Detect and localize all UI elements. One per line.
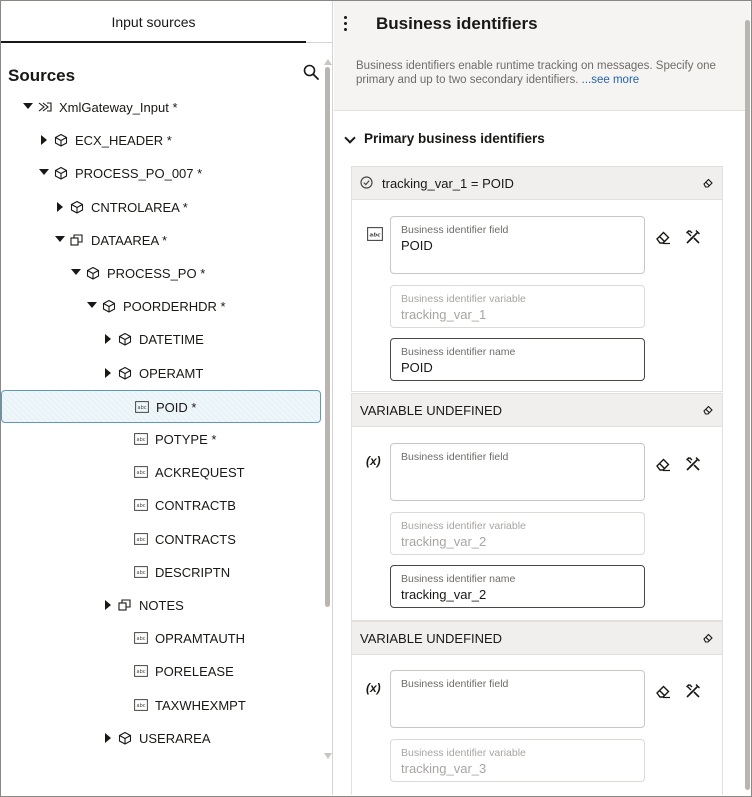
group-icon (118, 598, 132, 612)
tree-item-label: CONTRACTS (155, 531, 236, 547)
clear-icon[interactable] (702, 404, 714, 416)
tree-item[interactable] (1, 323, 321, 356)
tree-item-label: DATETIME (139, 332, 204, 348)
variable-value: tracking_var_2 (401, 534, 487, 549)
text-field-icon (135, 400, 149, 414)
panel-scrollbar[interactable] (745, 20, 750, 790)
tree-item[interactable] (1, 456, 321, 489)
identifier-card-2 (351, 393, 723, 621)
identifier-card-3 (351, 621, 723, 795)
text-field-icon (134, 432, 148, 446)
svg-text:abc: abc (136, 569, 146, 576)
card-header[interactable] (352, 394, 722, 427)
card-header-text: VARIABLE UNDEFINED (360, 631, 503, 646)
clear-icon[interactable] (702, 177, 714, 189)
variable-label: Business identifier variable (401, 293, 526, 305)
variable-label: Business identifier variable (401, 520, 526, 532)
variable-value: tracking_var_1 (401, 307, 487, 322)
tab-input-sources[interactable]: Input sources (1, 1, 306, 43)
tab-bar (1, 1, 333, 43)
name-label: Business identifier name (401, 346, 516, 358)
tree-item[interactable] (1, 191, 321, 224)
field-label: Business identifier field (401, 678, 509, 690)
tree-item[interactable] (1, 556, 321, 589)
tree-item-label: USERAREA (139, 730, 211, 746)
business-identifier-field[interactable] (390, 216, 645, 274)
description (356, 59, 716, 87)
tree-item-label: ECX_HEADER * (75, 133, 172, 149)
eraser-icon[interactable] (655, 229, 671, 245)
business-identifier-variable (390, 285, 645, 328)
tree-item[interactable] (1, 489, 321, 522)
svg-text:abc: abc (136, 636, 146, 643)
more-options-icon[interactable] (344, 16, 348, 32)
tree-item-label: TAXWHEXMPT (155, 697, 246, 713)
variable-value: tracking_var_3 (401, 761, 487, 776)
text-field-icon (134, 664, 148, 678)
tree-item-label: OPRAMTAUTH (155, 631, 246, 647)
text-field-icon (134, 631, 148, 645)
field-label: Business identifier field (401, 224, 509, 236)
tree-item-label: POORDERHDR * (123, 299, 226, 315)
field-value: POID (401, 238, 433, 253)
page-title: Business identifiers (376, 14, 538, 33)
object-icon (54, 133, 68, 147)
tree-item[interactable] (1, 689, 321, 722)
text-field-icon (367, 227, 383, 241)
tree-item-label: PORELEASE (155, 664, 234, 680)
identifier-card-1 (351, 166, 723, 392)
tree-item[interactable] (1, 589, 321, 622)
tree-item[interactable] (1, 124, 321, 157)
card-header[interactable] (352, 622, 722, 655)
name-label: Business identifier name (401, 573, 516, 585)
expanded-arrow-icon[interactable] (39, 169, 49, 175)
tree-item-label: POID * (156, 399, 197, 415)
text-field-icon (134, 698, 148, 712)
business-identifier-variable (390, 739, 645, 782)
text-field-icon (134, 532, 148, 546)
group-icon (70, 233, 84, 247)
tree-item-label: ACKREQUEST (155, 465, 245, 481)
svg-text:abc: abc (137, 404, 147, 411)
object-icon (54, 166, 68, 180)
expanded-arrow-icon[interactable] (87, 302, 97, 308)
svg-text:abc: abc (136, 503, 146, 510)
eraser-icon[interactable] (655, 683, 671, 699)
tree-item[interactable] (1, 523, 321, 556)
svg-text:abc: abc (136, 702, 146, 709)
card-header-text: VARIABLE UNDEFINED (360, 403, 503, 418)
tree-item-label: OPERAMT (139, 365, 204, 381)
collapsed-arrow-icon[interactable] (105, 600, 111, 610)
collapsed-arrow-icon[interactable] (105, 733, 111, 743)
tree-item[interactable] (1, 357, 321, 390)
object-icon (102, 299, 116, 313)
tools-icon[interactable] (685, 683, 701, 699)
scroll-down-arrow[interactable] (324, 753, 332, 759)
object-icon (118, 366, 132, 380)
tree-item[interactable] (1, 224, 321, 257)
expanded-arrow-icon[interactable] (55, 236, 65, 242)
collapsed-arrow-icon[interactable] (105, 368, 111, 378)
collapsed-arrow-icon[interactable] (57, 202, 63, 212)
object-icon (118, 332, 132, 346)
tree-item-label: XmlGateway_Input * (59, 100, 178, 115)
tree-item-label: DESCRIPTN (155, 564, 231, 580)
tree-item-label: NOTES (139, 598, 184, 613)
tools-icon[interactable] (685, 229, 701, 245)
tree-item-label: DATAAREA * (91, 232, 168, 248)
section-title[interactable]: Primary business identifiers (364, 131, 545, 146)
description-text: Business identifiers enable runtime tracking on messages. Specify one primary and up to two secondary identifiers. (356, 60, 716, 86)
tree-item[interactable] (1, 91, 321, 124)
tree-item[interactable] (1, 157, 321, 190)
object-icon (118, 731, 132, 745)
name-value: tracking_var_2 (401, 587, 487, 602)
object-icon (86, 266, 100, 280)
business-identifier-field[interactable] (390, 670, 645, 728)
business-identifier-name[interactable] (390, 338, 645, 381)
panel-header (334, 1, 750, 111)
variable-label: Business identifier variable (401, 747, 526, 759)
tools-icon[interactable] (685, 456, 701, 472)
eraser-icon[interactable] (655, 456, 671, 472)
check-circle-icon (360, 176, 373, 189)
field-label: Business identifier field (401, 451, 509, 463)
tree-item[interactable] (1, 622, 321, 655)
name-value: POID (401, 360, 433, 375)
scroll-thumb[interactable] (325, 67, 330, 607)
tree-scrollbar[interactable] (323, 45, 333, 765)
tree-item[interactable] (1, 290, 321, 323)
sources-title: Sources (8, 66, 76, 85)
card-header-text: tracking_var_1 = POID (382, 176, 514, 191)
business-identifier-variable (390, 512, 645, 555)
scroll-up-arrow[interactable] (324, 59, 332, 65)
tree-item-label: PROCESS_PO_007 * (75, 166, 203, 182)
tree-item-label: PROCESS_PO * (107, 266, 206, 281)
business-identifiers-panel (334, 1, 750, 795)
svg-text:abc: abc (136, 437, 146, 443)
svg-text:abc: abc (369, 232, 381, 239)
tree-item[interactable] (1, 722, 321, 755)
card-header[interactable] (352, 167, 722, 200)
see-more-link[interactable]: ...see more (581, 74, 640, 86)
tree-item[interactable] (1, 655, 321, 688)
variable-icon: (x) (366, 454, 381, 468)
text-field-icon (134, 565, 148, 579)
collapsed-arrow-icon[interactable] (105, 334, 111, 344)
tree-item-label: POTYPE * (155, 432, 217, 447)
search-icon[interactable] (302, 63, 320, 81)
source-icon (38, 100, 52, 114)
clear-icon[interactable] (702, 632, 714, 644)
tree-item[interactable] (1, 423, 321, 456)
collapsed-arrow-icon[interactable] (41, 135, 47, 145)
business-identifier-name[interactable] (390, 565, 645, 608)
business-identifier-field[interactable] (390, 443, 645, 501)
expanded-arrow-icon[interactable] (71, 269, 81, 275)
object-icon (70, 200, 84, 214)
input-sources-panel (1, 1, 333, 795)
chevron-down-icon[interactable] (344, 132, 355, 143)
tree-item[interactable] (1, 257, 321, 290)
tree-item-label: CNTROLAREA * (91, 199, 188, 215)
text-field-icon (134, 498, 148, 512)
expanded-arrow-icon[interactable] (23, 103, 33, 109)
variable-icon: (x) (366, 681, 381, 695)
tree-item[interactable] (1, 390, 321, 423)
tree-item-label: CONTRACTB (155, 498, 236, 514)
svg-text:abc: abc (136, 536, 146, 543)
svg-text:abc: abc (136, 669, 146, 676)
svg-text:abc: abc (136, 470, 146, 477)
text-field-icon (134, 465, 148, 479)
